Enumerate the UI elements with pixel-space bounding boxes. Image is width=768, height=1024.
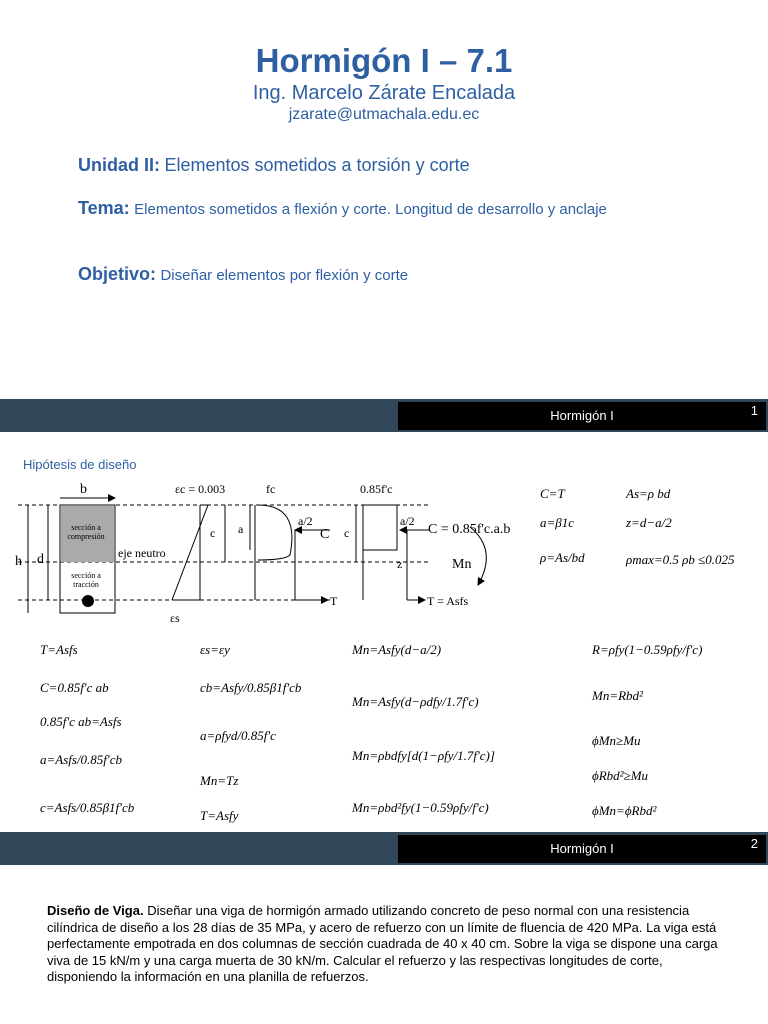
footer-bar-1 [0, 399, 768, 432]
fc085-label: 0.85f'c [360, 482, 393, 496]
hipotesis-heading: Hipótesis de diseño [23, 457, 137, 472]
col1-f4: a=Asfs/0.85f'cb [40, 752, 122, 767]
unidad-line [78, 155, 470, 176]
col2-f3: a=ρfyd/0.85f'c [200, 728, 276, 743]
col3-f2: Mn=Asfy(d−ρdfy/1.7f'c) [352, 694, 479, 709]
author-email: jzarate@utmachala.edu.ec [288, 106, 480, 123]
formula-C-T: C=T [540, 486, 565, 501]
a1-label: a [238, 522, 244, 536]
col4-f2: Mn=Rbd² [592, 688, 643, 703]
col2-f1: εs=εy [200, 642, 230, 657]
problem-statement [47, 903, 722, 986]
z-label: z [397, 557, 403, 571]
formula-As: As=ρ bd [626, 486, 671, 501]
col2-f2: cb=Asfy/0.85β1f'cb [200, 680, 302, 695]
rebar-icon [82, 595, 94, 607]
b-label: b [80, 482, 87, 497]
col1-f3: 0.85f'c ab=Asfs [40, 714, 122, 729]
h-label: h [15, 554, 22, 569]
problem-text: Diseñar una viga de hormigón armado utilizando concreto de peso normal con una resistencia cilíndrica de diseño a los 28 días de 35 MPa, y acero de refuerzo con un límite de fluencia de 420 MPa. La viga está perfectamente empotrada en dos columnas de sección cuadrada de 40 x 40 cm. Sobre la viga se dispone una carga viva de 15 kN/m y una carga muerta de 30 kN/m. Calcular el refuerzo y las respectivas longitudes de corte, disponiendo la información en una planilla de refuerzos. [47, 903, 718, 984]
col4-f5: ϕMn=ϕRbd² [592, 803, 657, 818]
page-number: 1 [750, 403, 758, 418]
Tas-label: T = Asfs [427, 594, 469, 608]
objetivo-text: Diseñar elementos por flexión y corte [160, 267, 409, 284]
es-label: εs [170, 611, 180, 625]
col1-f1: T=Asfs [40, 642, 78, 657]
c1-label: c [210, 526, 216, 540]
col3-f1: Mn=Asfy(d−a/2) [352, 642, 442, 657]
unidad-label: Unidad II: [78, 155, 160, 175]
formula-rhomax: ρmax=0.5 ρb ≤0.025 [626, 552, 735, 567]
footer-label: Hormigón I [550, 841, 614, 856]
eje-neutro-label: eje neutro [118, 546, 166, 560]
c2-label: c [344, 526, 350, 540]
Ceq-label: C = 0.85f'c.a.b [428, 522, 511, 537]
page-number: 2 [750, 836, 758, 851]
a2-2-label: a/2 [400, 514, 415, 528]
tema-text: Elementos sometidos a flexión y corte. Longitud de desarrollo y anclaje [134, 201, 607, 218]
author-name: Ing. Marcelo Zárate Encalada [252, 82, 516, 104]
objetivo-line [78, 264, 408, 285]
T-label: T [330, 594, 338, 608]
objetivo-label: Objetivo: [78, 264, 157, 284]
formula-a: a=β1c [540, 515, 575, 530]
traccion-label: sección a [71, 571, 101, 580]
d-label: d [37, 552, 44, 567]
footer-bar-2 [0, 832, 768, 865]
svg-text:compresión: compresión [67, 532, 105, 541]
col1-f5: c=Asfs/0.85β1f'cb [40, 800, 135, 815]
ec-label: εc = 0.003 [175, 482, 226, 496]
col3-f4: Mn=ρbd²fy(1−0.59ρfy/f'c) [352, 800, 489, 815]
formula-z: z=d−a/2 [626, 515, 672, 530]
tema-line [78, 198, 693, 220]
C1-label: C [320, 527, 330, 542]
col4-f4: ϕRbd²≥Mu [592, 768, 649, 783]
col3-f3: Mn=ρbdfy[d(1−ρfy/1.7f'c)] [352, 748, 495, 763]
formula-rho: ρ=As/bd [540, 550, 585, 565]
fc-label: fc [266, 482, 276, 496]
col2-f4: Mn=Tz [200, 773, 239, 788]
col2-f5: T=Asfy [200, 808, 239, 823]
tema-label: Tema: [78, 198, 130, 218]
unidad-text: Elementos sometidos a torsión y corte [164, 155, 470, 175]
compresion-label: sección a [71, 523, 101, 532]
col4-f1: R=ρfy(1−0.59ρfy/f'c) [592, 642, 703, 657]
Mn-label: Mn [452, 557, 472, 572]
a2-1-label: a/2 [298, 514, 313, 528]
problem-title: Diseño de Viga. [47, 903, 144, 918]
slide-title: Hormigón I – 7.1 [255, 42, 513, 79]
svg-text:tracción: tracción [73, 580, 99, 589]
col4-f3: ϕMn≥Mu [592, 733, 641, 748]
col1-f2: C=0.85f'c ab [40, 680, 109, 695]
footer-label: Hormigón I [550, 408, 614, 423]
